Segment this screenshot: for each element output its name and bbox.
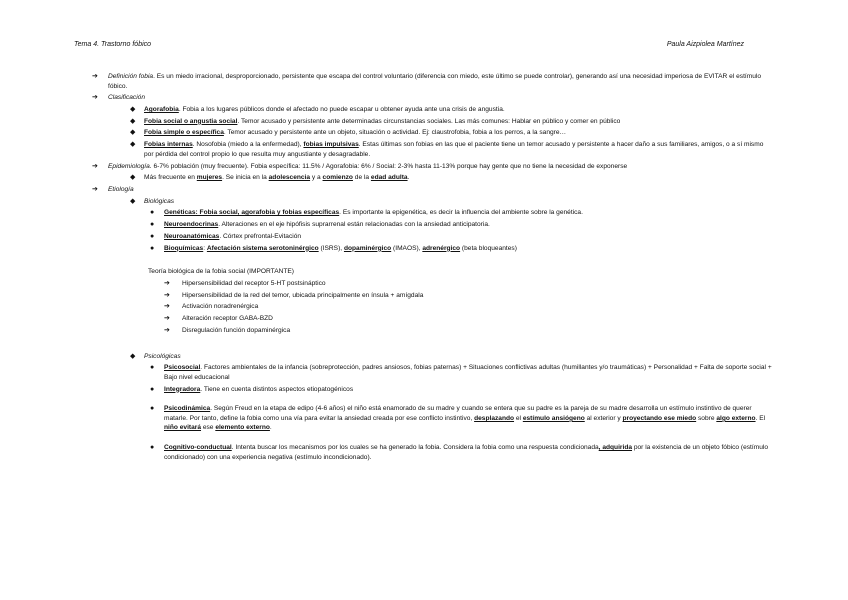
epidemiology-subitem <box>92 173 772 183</box>
item-text: . El <box>755 414 766 422</box>
arrow-icon: ➔ <box>92 185 98 193</box>
arrow-icon: ➔ <box>92 94 98 102</box>
arrow-icon: ➔ <box>92 73 98 80</box>
theory-item-text: Hipersensibilidad de la red del temor, ubicada principalmente en ínsula + amígdala <box>182 291 424 299</box>
item-text: . Fobia a los lugares públicos donde el afectado no puede escapar u obtener ayuda ante una crisis de angustia. <box>178 106 505 114</box>
item-text: sobre <box>696 414 717 422</box>
underlined-term: Psicosocial <box>164 364 201 372</box>
theory-item <box>92 302 772 312</box>
item-text: . Nosofobia (miedo a la enfermedad), <box>192 141 304 149</box>
bullet-icon: ● <box>150 364 155 372</box>
diamond-icon: ◆ <box>130 197 136 205</box>
theory-item-text: Hipersensibilidad del receptor 5-HT postsináptico <box>182 279 326 287</box>
theory-item <box>92 279 772 289</box>
item-text: . Temor acusado y persistente ante un objeto, situación o actividad. Ej: claustrofobia, fobia a los perros, a la sangre… <box>223 129 567 137</box>
definition-item <box>92 72 772 91</box>
bullet-icon: ● <box>150 232 155 240</box>
item-term: Agorafobia <box>144 106 179 114</box>
item-text: (IMAOS), <box>391 244 423 252</box>
bullet-icon: ● <box>150 209 155 217</box>
biological-item-neuroanatomicas <box>92 232 772 242</box>
item-text: . Factores ambientales de la infancia (sobreprotección, padres ansiosos, fobias paternas) + Situaciones conflictivas adultas (humillantes y/o traumáticas) + Personalidad + Falta de soporte social + Bajo nivel educacional <box>164 364 772 381</box>
classification-title: Clasificación <box>108 94 146 102</box>
psychological-item-psicosocial <box>92 363 772 382</box>
underlined-term: Afectación sistema serotoninérgico <box>206 244 319 252</box>
page-header <box>74 40 744 50</box>
item-text: . Tiene en cuenta distintos aspectos etiopatogénicos <box>200 385 354 393</box>
biological-title: Biológicas <box>144 197 175 205</box>
item-text: . <box>269 424 272 432</box>
item-term: Fobias internas <box>144 141 193 149</box>
item-text: . Es importante la epigenética, es decir la influencia del ambiente sobre la genética. <box>339 209 583 217</box>
classification-item-internas <box>92 140 772 159</box>
underlined-term: Neuroanatómicas <box>164 232 220 240</box>
diamond-icon: ◆ <box>130 352 136 360</box>
item-text: . Córtex prefrontal-Evitación <box>219 232 302 240</box>
theory-item-text: Alteración receptor GABA-BZD <box>182 315 273 323</box>
underlined-term: algo externo <box>716 414 756 422</box>
diamond-icon: ◆ <box>130 174 136 182</box>
item-text: por la existencia de un objeto fóbico (estímulo condicionado) con una experiencia negativa (estímulo incondicionado). <box>164 444 768 461</box>
text-part: y a <box>310 174 323 182</box>
text-part: . Se inicia en la <box>222 174 269 182</box>
item-term: Fobia social o angustia social <box>144 117 238 125</box>
item-text: ese <box>201 424 216 432</box>
definition-term: Definición fobia <box>108 73 154 80</box>
document-body <box>92 72 772 464</box>
psychological-item-psicodinamica <box>92 404 772 433</box>
underlined-term: Bioquímicas <box>164 244 204 252</box>
epidemiology-item <box>92 162 772 172</box>
theory-heading <box>92 267 772 277</box>
item-text: el <box>514 414 523 422</box>
item-text: . Temor acusado y persistente ante determinadas circunstancias sociales. Las más comunes: Hablar en público y comer en público <box>237 117 621 125</box>
underlined-term: mujeres <box>196 174 223 182</box>
arrow-icon: ➔ <box>92 162 98 170</box>
diamond-icon: ◆ <box>130 141 136 149</box>
underlined-term: adolescencia <box>268 174 311 182</box>
biological-heading <box>92 197 772 207</box>
text-part: de la <box>352 174 371 182</box>
underlined-term: Genéticas: Fobia social, agorafobia y fobias específicas <box>164 209 340 217</box>
psychological-heading <box>92 352 772 362</box>
underlined-term: estímulo ansiógeno <box>522 414 585 422</box>
item-text: (beta bloqueantes) <box>460 244 517 252</box>
theory-item <box>92 326 772 336</box>
underlined-term: edad adulta <box>370 174 408 182</box>
underlined-term: comienzo <box>322 174 353 182</box>
biological-item-neuroendocrinas <box>92 220 772 230</box>
underlined-term: elemento externo <box>215 424 270 432</box>
psychological-item-integradora <box>92 385 772 395</box>
arrow-icon: ➔ <box>164 315 170 323</box>
theory-item-text: Activación noradrenérgica <box>182 303 259 311</box>
arrow-icon: ➔ <box>164 303 170 311</box>
epidemiology-text: . 6-7% población (muy frecuente). Fobia específica: 11.5% / Agorafobia: 6% / Social: 2-3% hasta 11-13% porque hay gente que no tiene la necesidad de exponerse <box>149 162 628 170</box>
arrow-icon: ➔ <box>164 279 170 287</box>
theory-item <box>92 291 772 301</box>
item-term: Fobia simple o específica <box>144 129 224 137</box>
etiology-title: Etiología <box>108 185 134 193</box>
arrow-icon: ➔ <box>164 291 170 299</box>
underlined-term: Psicodinámica <box>164 405 211 413</box>
classification-heading <box>92 93 772 103</box>
item-text: (ISRS), <box>318 244 344 252</box>
underlined-term: proyectando ese miedo <box>622 414 697 422</box>
etiology-heading <box>92 185 772 195</box>
item-text: : <box>203 244 207 252</box>
underlined-term: niño evitará <box>164 424 202 432</box>
underlined-term: desplazando <box>474 414 515 422</box>
underlined-term: adrenérgico <box>422 244 461 252</box>
underlined-term: Cognitivo-conductual <box>164 444 232 452</box>
theory-title: Teoría biológica de la fobia social (IMPORTANTE) <box>148 268 294 276</box>
underlined-term: dopaminérgico <box>343 244 392 252</box>
item-term-2: fobias impulsivas <box>303 141 359 149</box>
item-text: . Según Freud en la etapa de edipo (4-6 años) el niño está enamorado de su madre y cuando se entera que su padre es la pareja de su madre desarrolla un estímulo instintivo de querer matarle. Por tanto, define la fobia como una vía para evitar la ansiedad creada por ese conflicto instintivo, <box>164 405 752 422</box>
item-text: . Alteraciones en el eje hipófisis suprarrenal están relacionadas con la ansiedad anticipatoria. <box>218 221 490 229</box>
diamond-icon: ◆ <box>130 117 136 125</box>
biological-item-geneticas <box>92 208 772 218</box>
bullet-icon: ● <box>150 244 155 252</box>
biological-item-bioquimicas <box>92 244 772 254</box>
item-text: al exterior y <box>584 414 623 422</box>
theory-item <box>92 314 772 324</box>
diamond-icon: ◆ <box>130 129 136 137</box>
underlined-term: Neuroendocrinas <box>164 221 219 229</box>
bullet-icon: ● <box>150 405 155 413</box>
header-author: Paula Aizpiolea Martínez <box>666 41 744 48</box>
arrow-icon: ➔ <box>164 326 170 334</box>
psychological-item-cognitivo <box>92 443 772 462</box>
diamond-icon: ◆ <box>130 106 136 114</box>
classification-item-agorafobia <box>92 105 772 115</box>
theory-item-text: Disregulación función dopaminérgica <box>182 326 291 334</box>
definition-text: . Es un miedo irracional, desproporcionado, persistente que escapa del control voluntario (diferencia con miedo, este último se puede controlar), generando así una necesidad imperiosa de EVITAR el estímulo fóbico. <box>108 73 762 90</box>
psychological-title: Psicológicas <box>144 352 181 360</box>
bullet-icon: ● <box>150 221 155 229</box>
item-text-2: . Estas últimas son fobias en las que el paciente tiene un temor acusado y persistente a hacer daño a sus familiares, amigos, o a sí mismo por pérdida del control propio lo que resulta muy angustiante y desagradable. <box>144 141 764 158</box>
epidemiology-term: Epidemiología <box>108 162 150 170</box>
text-part: . <box>407 174 410 182</box>
classification-item-social <box>92 117 772 127</box>
underlined-term: Integradora <box>164 385 201 393</box>
bullet-icon: ● <box>150 385 155 393</box>
bullet-icon: ● <box>150 444 155 452</box>
text-part: Más frecuente en <box>144 174 197 182</box>
item-text: . Intenta buscar los mecanismos por los cuales se ha generado la fobia. Considera la fobia como una respuesta condicionada <box>231 444 599 452</box>
classification-item-simple <box>92 128 772 138</box>
header-title: Tema 4. Trastorno fóbico <box>74 41 152 48</box>
underlined-term: , adquirida <box>598 444 633 452</box>
